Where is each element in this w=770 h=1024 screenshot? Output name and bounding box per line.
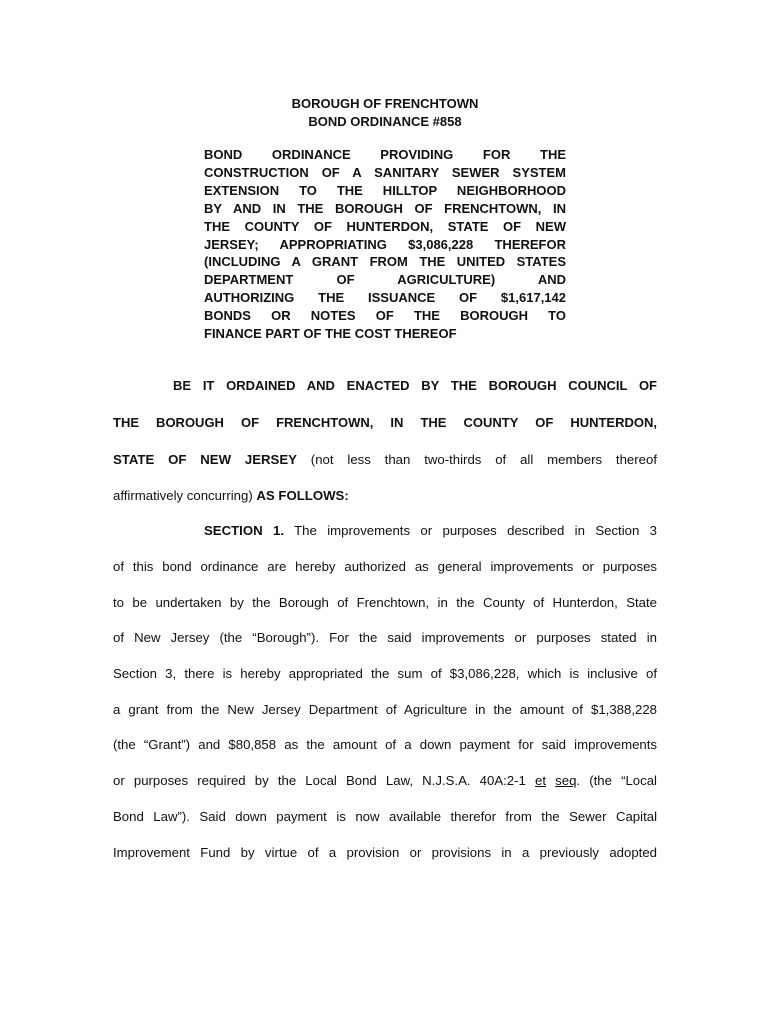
enacting-line-4 [113,488,657,504]
title-line: BONDS OR NOTES OF THE BOROUGH TO [204,308,566,324]
ordinance-title [204,146,566,343]
enacting-line-3 [113,452,657,468]
title-line: EXTENSION TO THE HILLTOP NEIGHBORHOOD [204,182,566,198]
title-line: (INCLUDING A GRANT FROM THE UNITED STATES [204,254,566,270]
section-1-line-8-pre: or purposes required by the Local Bond Law, N.J.S.A. 40A:2-1 [113,773,535,788]
section-1-line-8 [113,773,657,789]
section-1-label: SECTION 1. [204,523,284,538]
borough-heading: BOROUGH OF FRENCHTOWN [291,96,479,111]
title-line: BOND ORDINANCE PROVIDING FOR THE [204,147,566,162]
section-1-line-8-post: . (the “Local [576,773,657,788]
section-1-line-3: to be undertaken by the Borough of Frenchtown, in the County of Hunterdon, State [113,595,657,610]
enacting-line-4-normal: affirmatively concurring) [113,488,257,503]
section-1-line-7: (the “Grant”) and $80,858 as the amount of a down payment for said improvements [113,737,657,752]
ordinance-number-heading: BOND ORDINANCE #858 [308,114,462,129]
title-line: THE COUNTY OF HUNTERDON, STATE OF NEW [204,218,566,234]
et-underlined: et [535,773,546,788]
title-line: FINANCE PART OF THE COST THEREOF [204,326,457,342]
section-1-line-5: Section 3, there is hereby appropriated the sum of $3,086,228, which is inclusive of [113,666,657,681]
enacting-state-bold: STATE OF NEW JERSEY [113,452,297,467]
enacting-line-1: BE IT ORDAINED AND ENACTED BY THE BOROUGH COUNCIL OF [173,378,657,393]
as-follows-label: AS FOLLOWS: [256,488,349,503]
title-line: CONSTRUCTION OF A SANITARY SEWER SYSTEM [204,164,566,180]
title-line: BY AND IN THE BOROUGH OF FRENCHTOWN, IN [204,200,566,216]
space [546,773,555,788]
section-1-line-2: of this bond ordinance are hereby authorized as general improvements or purposes [113,559,657,574]
enacting-line-3-rest: (not less than two-thirds of all members thereof [296,452,657,467]
section-1-line-9: Bond Law”). Said down payment is now available therefor from the Sewer Capital [113,809,657,824]
title-line: JERSEY; APPROPRIATING $3,086,228 THEREFOR [204,236,566,252]
section-1-line-4: of New Jersey (the “Borough”). For the said improvements or purposes stated in [113,630,657,645]
seq-underlined: seq [555,773,577,788]
title-line: DEPARTMENT OF AGRICULTURE) AND [204,272,566,288]
section-1-line-1 [204,523,657,539]
enacting-line-2: THE BOROUGH OF FRENCHTOWN, IN THE COUNTY OF HUNTERDON, [113,415,657,430]
section-1-line-1-rest: The improvements or purposes described in Section 3 [284,523,658,538]
section-1-line-10: Improvement Fund by virtue of a provision or provisions in a previously adopted [113,845,657,860]
title-line: AUTHORIZING THE ISSUANCE OF $1,617,142 [204,290,566,306]
section-1-line-6: a grant from the New Jersey Department of Agriculture in the amount of $1,388,228 [113,702,657,717]
